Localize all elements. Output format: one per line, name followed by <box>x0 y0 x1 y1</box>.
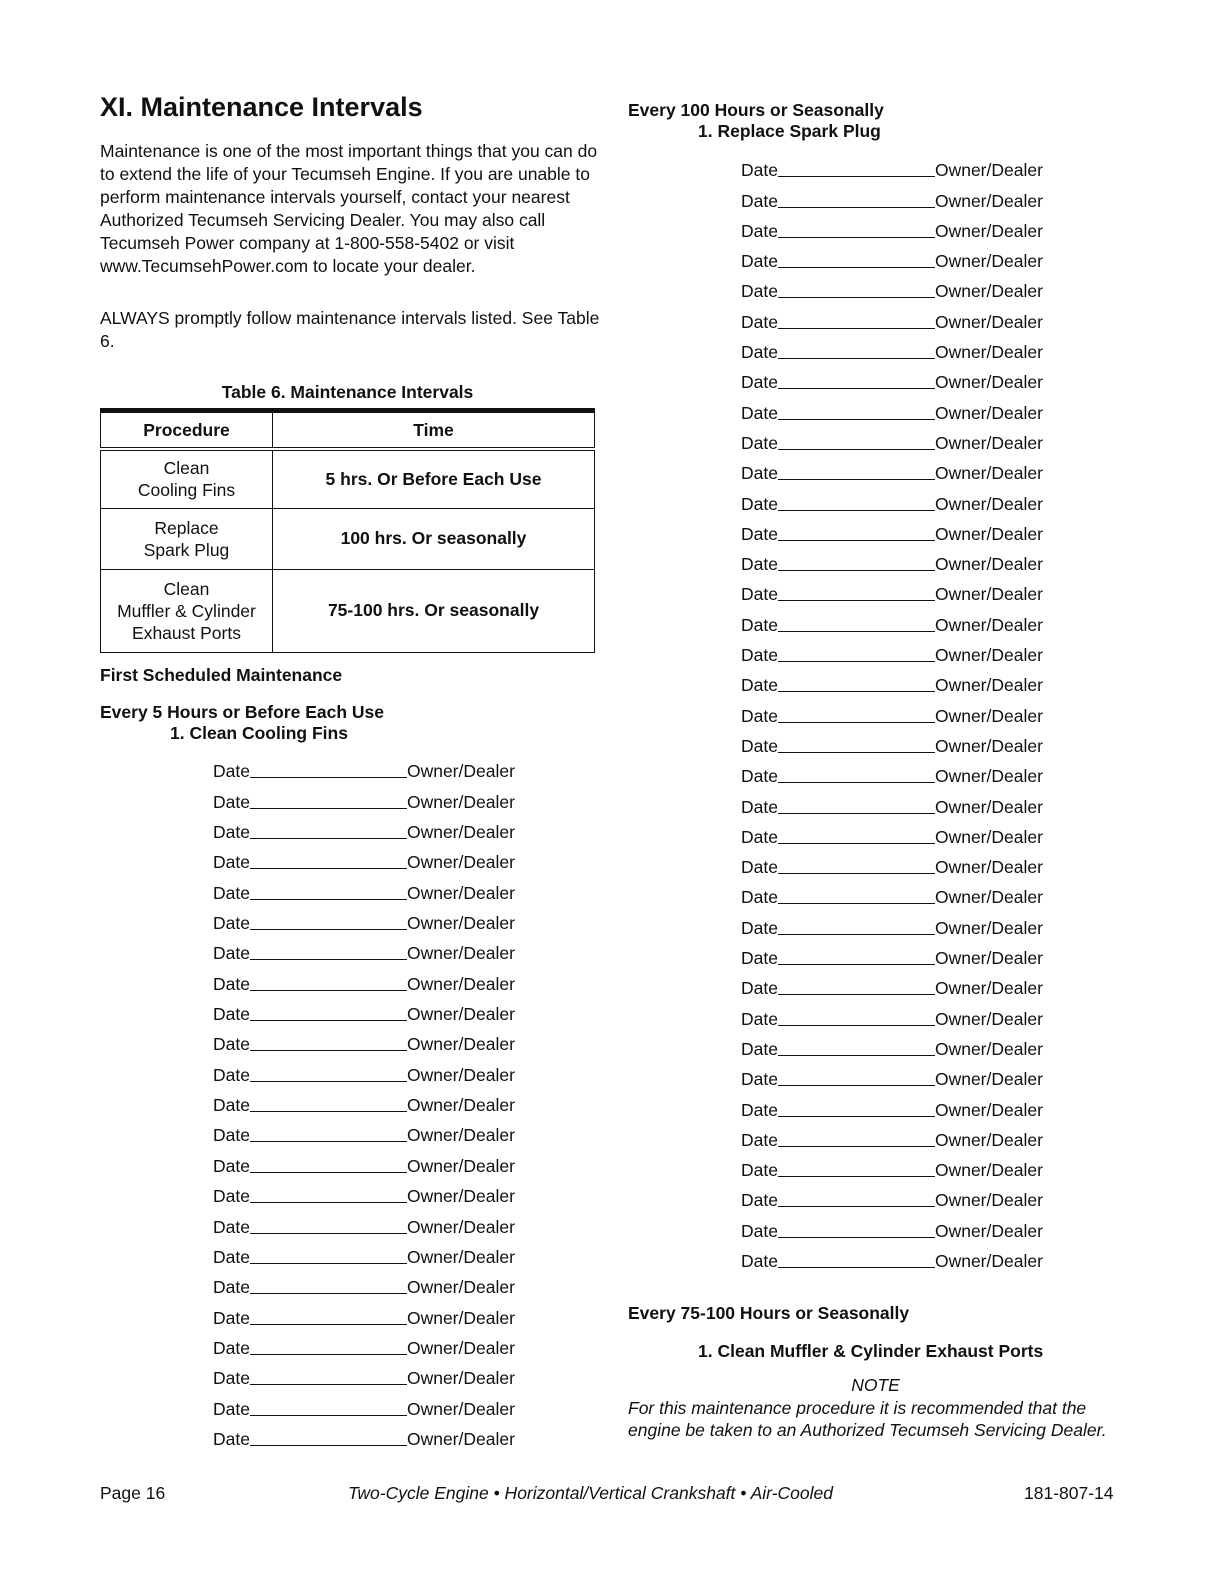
date-label: Date <box>213 822 250 843</box>
log-entry-row <box>741 939 1043 969</box>
date-blank-line[interactable] <box>250 929 407 930</box>
owner-dealer-label: Owner/Dealer <box>934 160 1043 181</box>
date-label: Date <box>213 1337 250 1358</box>
owner-dealer-label: Owner/Dealer <box>934 826 1043 847</box>
log-entry-row <box>213 752 515 782</box>
date-blank-line[interactable] <box>778 752 935 753</box>
owner-dealer-label: Owner/Dealer <box>934 1008 1043 1029</box>
item-clean-muffler-exhaust-ports: 1. Clean Muffler & Cylinder Exhaust Ports <box>698 1341 1044 1361</box>
log-entry-row <box>213 995 515 1025</box>
owner-dealer-label: Owner/Dealer <box>934 493 1043 514</box>
date-label: Date <box>213 882 250 903</box>
owner-dealer-label: Owner/Dealer <box>406 1004 515 1025</box>
procedure-line: Cooling Fins <box>137 480 236 501</box>
table-header-row <box>101 411 595 450</box>
date-label: Date <box>213 1064 250 1085</box>
log-entry-row <box>741 1242 1043 1272</box>
log-entry-row <box>213 1207 515 1237</box>
date-blank-line[interactable] <box>778 510 935 511</box>
note-label: NOTE <box>851 1375 900 1395</box>
procedure-cell <box>101 449 273 508</box>
log-entry-row <box>741 1030 1043 1060</box>
log-entry-row <box>741 848 1043 878</box>
log-entry-row <box>741 666 1043 696</box>
section-title: XI. Maintenance Intervals <box>100 92 423 122</box>
date-blank-line[interactable] <box>250 1415 407 1416</box>
date-blank-line[interactable] <box>250 838 407 839</box>
date-blank-line[interactable] <box>250 1384 407 1385</box>
date-blank-line[interactable] <box>250 868 407 869</box>
procedure-line: Replace <box>154 517 219 538</box>
date-blank-line[interactable] <box>250 1324 407 1325</box>
date-blank-line[interactable] <box>778 1116 935 1117</box>
maintenance-intervals-table <box>100 408 595 653</box>
owner-dealer-label: Owner/Dealer <box>934 1099 1043 1120</box>
log-entry-row <box>213 813 515 843</box>
date-blank-line[interactable] <box>250 899 407 900</box>
interval-heading-100hrs: Every 100 Hours or Seasonally <box>628 100 884 120</box>
log-entry-row <box>741 818 1043 848</box>
table-row <box>101 508 595 569</box>
date-blank-line[interactable] <box>778 1176 935 1177</box>
date-blank-line[interactable] <box>778 297 935 298</box>
interval-heading-75-100hrs: Every 75-100 Hours or Seasonally <box>628 1303 910 1323</box>
date-blank-line[interactable] <box>250 1354 407 1355</box>
date-label: Date <box>741 645 778 666</box>
log-entry-row <box>213 1268 515 1298</box>
log-entry-row <box>741 1060 1043 1090</box>
date-label: Date <box>213 1368 250 1389</box>
owner-dealer-label: Owner/Dealer <box>934 675 1043 696</box>
date-label: Date <box>741 705 778 726</box>
log-entry-row <box>741 636 1043 666</box>
date-blank-line[interactable] <box>250 990 407 991</box>
item-clean-cooling-fins: 1. Clean Cooling Fins <box>170 723 348 743</box>
note-text: For this maintenance procedure it is recommended that the engine be taken to an Authorized Tecumseh Servicing Dealer. <box>628 1398 1107 1440</box>
owner-dealer-label: Owner/Dealer <box>406 852 515 873</box>
log-entry-row <box>741 242 1043 272</box>
owner-dealer-label: Owner/Dealer <box>406 1246 515 1267</box>
owner-dealer-label: Owner/Dealer <box>934 1038 1043 1059</box>
date-label: Date <box>741 796 778 817</box>
date-label: Date <box>213 1216 250 1237</box>
log-entry-row <box>741 272 1043 302</box>
date-blank-line[interactable] <box>250 959 407 960</box>
log-entry-row <box>741 151 1043 181</box>
date-blank-line[interactable] <box>250 1111 407 1112</box>
footer-title: Two-Cycle Engine • Horizontal/Vertical Crankshaft • Air-Cooled <box>348 1483 833 1503</box>
date-blank-line[interactable] <box>778 873 935 874</box>
date-blank-line[interactable] <box>778 419 935 420</box>
date-label: Date <box>741 160 778 181</box>
log-entry-row <box>213 1025 515 1055</box>
date-label: Date <box>741 857 778 878</box>
date-blank-line[interactable] <box>778 661 935 662</box>
time-cell: 75-100 hrs. Or seasonally <box>273 569 595 652</box>
owner-dealer-label: Owner/Dealer <box>934 372 1043 393</box>
date-label: Date <box>741 1008 778 1029</box>
date-label: Date <box>213 1246 250 1267</box>
date-label: Date <box>741 1069 778 1090</box>
log-entry-row <box>213 873 515 903</box>
date-blank-line[interactable] <box>778 1206 935 1207</box>
date-label: Date <box>213 1398 250 1419</box>
date-blank-line[interactable] <box>778 449 935 450</box>
owner-dealer-label: Owner/Dealer <box>934 463 1043 484</box>
date-blank-line[interactable] <box>778 1055 935 1056</box>
owner-dealer-label: Owner/Dealer <box>934 887 1043 908</box>
owner-dealer-label: Owner/Dealer <box>934 857 1043 878</box>
owner-dealer-label: Owner/Dealer <box>934 1129 1043 1150</box>
date-label: Date <box>741 463 778 484</box>
date-label: Date <box>741 251 778 272</box>
procedure-line: Clean <box>163 578 210 599</box>
owner-dealer-label: Owner/Dealer <box>406 1398 515 1419</box>
log-entry-row <box>213 1329 515 1359</box>
owner-dealer-label: Owner/Dealer <box>934 1220 1043 1241</box>
log-entry-row <box>213 782 515 812</box>
owner-dealer-label: Owner/Dealer <box>406 1034 515 1055</box>
owner-dealer-label: Owner/Dealer <box>934 584 1043 605</box>
log-entry-row <box>741 696 1043 726</box>
log-entry-row <box>213 1116 515 1146</box>
log-entry-row <box>741 787 1043 817</box>
date-label: Date <box>741 1220 778 1241</box>
date-label: Date <box>741 1099 778 1120</box>
log-entry-row <box>741 969 1043 999</box>
owner-dealer-label: Owner/Dealer <box>934 402 1043 423</box>
date-label: Date <box>213 1095 250 1116</box>
owner-dealer-label: Owner/Dealer <box>934 917 1043 938</box>
date-blank-line[interactable] <box>778 358 935 359</box>
date-blank-line[interactable] <box>778 934 935 935</box>
date-blank-line[interactable] <box>778 843 935 844</box>
procedure-cell <box>101 508 273 569</box>
date-label: Date <box>741 281 778 302</box>
log-entry-row <box>213 964 515 994</box>
date-blank-line[interactable] <box>778 328 935 329</box>
date-label: Date <box>741 220 778 241</box>
log-entry-row <box>213 1238 515 1268</box>
owner-dealer-label: Owner/Dealer <box>406 1216 515 1237</box>
date-label: Date <box>213 1004 250 1025</box>
date-label: Date <box>213 791 250 812</box>
date-blank-line[interactable] <box>250 1050 407 1051</box>
date-label: Date <box>213 1186 250 1207</box>
date-label: Date <box>741 493 778 514</box>
date-label: Date <box>213 1155 250 1176</box>
log-entry-row <box>213 1086 515 1116</box>
date-blank-line[interactable] <box>250 1141 407 1142</box>
date-blank-line[interactable] <box>778 994 935 995</box>
date-label: Date <box>741 190 778 211</box>
date-blank-line[interactable] <box>250 1445 407 1446</box>
owner-dealer-label: Owner/Dealer <box>406 1337 515 1358</box>
item-replace-spark-plug: 1. Replace Spark Plug <box>698 121 881 141</box>
log-entry-row <box>213 843 515 873</box>
date-label: Date <box>741 766 778 787</box>
owner-dealer-label: Owner/Dealer <box>406 1095 515 1116</box>
owner-dealer-label: Owner/Dealer <box>934 251 1043 272</box>
log-entry-row <box>741 424 1043 454</box>
log-entry-row <box>741 575 1043 605</box>
date-blank-line[interactable] <box>778 691 935 692</box>
date-blank-line[interactable] <box>778 813 935 814</box>
owner-dealer-label: Owner/Dealer <box>934 432 1043 453</box>
date-blank-line[interactable] <box>778 722 935 723</box>
owner-dealer-label: Owner/Dealer <box>934 190 1043 211</box>
log-entry-row <box>741 515 1043 545</box>
log-entry-row <box>741 333 1043 363</box>
date-label: Date <box>741 342 778 363</box>
owner-dealer-label: Owner/Dealer <box>934 554 1043 575</box>
owner-dealer-label: Owner/Dealer <box>406 913 515 934</box>
interval-heading-5hrs: Every 5 Hours or Before Each Use <box>100 702 385 722</box>
cooling-fins-log <box>213 752 515 1450</box>
owner-dealer-label: Owner/Dealer <box>406 791 515 812</box>
date-blank-line[interactable] <box>250 777 407 778</box>
log-entry-row <box>741 878 1043 908</box>
owner-dealer-label: Owner/Dealer <box>934 1190 1043 1211</box>
table-row <box>101 569 595 652</box>
instruction-paragraph: ALWAYS promptly follow maintenance intervals listed. See Table 6. <box>100 308 600 351</box>
log-entry-row <box>213 1177 515 1207</box>
date-blank-line[interactable] <box>778 964 935 965</box>
date-label: Date <box>213 943 250 964</box>
owner-dealer-label: Owner/Dealer <box>934 766 1043 787</box>
date-label: Date <box>741 978 778 999</box>
owner-dealer-label: Owner/Dealer <box>934 645 1043 666</box>
date-blank-line[interactable] <box>778 540 935 541</box>
date-label: Date <box>213 973 250 994</box>
owner-dealer-label: Owner/Dealer <box>934 705 1043 726</box>
date-label: Date <box>741 554 778 575</box>
log-entry-row <box>741 1090 1043 1120</box>
date-label: Date <box>213 1125 250 1146</box>
date-label: Date <box>213 1428 250 1449</box>
date-label: Date <box>741 432 778 453</box>
owner-dealer-label: Owner/Dealer <box>934 281 1043 302</box>
column-header-time: Time <box>273 411 595 450</box>
date-blank-line[interactable] <box>250 1081 407 1082</box>
procedure-line: Spark Plug <box>143 539 230 560</box>
log-entry-row <box>741 212 1043 242</box>
log-entry-row <box>741 181 1043 211</box>
procedure-line: Clean <box>163 458 210 479</box>
date-label: Date <box>213 1034 250 1055</box>
log-entry-row <box>213 1055 515 1085</box>
date-label: Date <box>213 913 250 934</box>
log-entry-row <box>741 484 1043 514</box>
owner-dealer-label: Owner/Dealer <box>406 1307 515 1328</box>
owner-dealer-label: Owner/Dealer <box>406 1186 515 1207</box>
date-label: Date <box>741 826 778 847</box>
intro-paragraph: Maintenance is one of the most important things that you can do to extend the life of your Tecumseh Engine. If you are unable to perform maintenance intervals yourself, contact your nearest Authorized Tecumseh Servicing Dealer. You may also call Tecumseh Power company at 1-800-558-5402 or visit www.TecumsehPower.com to locate your dealer. <box>100 141 598 276</box>
date-label: Date <box>741 735 778 756</box>
log-entry-row <box>741 454 1043 484</box>
owner-dealer-label: Owner/Dealer <box>934 342 1043 363</box>
log-entry-row <box>741 605 1043 635</box>
log-entry-row <box>741 999 1043 1029</box>
footer-page-number: Page 16 <box>100 1483 166 1503</box>
log-entry-row <box>213 1359 515 1389</box>
time-cell: 5 hrs. Or Before Each Use <box>273 449 595 508</box>
log-entry-row <box>741 302 1043 332</box>
owner-dealer-label: Owner/Dealer <box>406 882 515 903</box>
date-blank-line[interactable] <box>778 1085 935 1086</box>
owner-dealer-label: Owner/Dealer <box>406 1125 515 1146</box>
date-blank-line[interactable] <box>778 1025 935 1026</box>
owner-dealer-label: Owner/Dealer <box>406 973 515 994</box>
date-blank-line[interactable] <box>250 1202 407 1203</box>
date-blank-line[interactable] <box>778 1237 935 1238</box>
date-label: Date <box>741 1250 778 1271</box>
date-label: Date <box>741 1160 778 1181</box>
date-label: Date <box>213 1307 250 1328</box>
date-label: Date <box>213 852 250 873</box>
date-label: Date <box>741 887 778 908</box>
column-header-procedure: Procedure <box>101 411 273 450</box>
log-entry-row <box>741 1121 1043 1151</box>
log-entry-row <box>741 1181 1043 1211</box>
log-entry-row <box>741 757 1043 787</box>
procedure-cell <box>101 569 273 652</box>
date-label: Date <box>741 1038 778 1059</box>
date-label: Date <box>741 311 778 332</box>
owner-dealer-label: Owner/Dealer <box>406 1155 515 1176</box>
date-blank-line[interactable] <box>778 267 935 268</box>
date-blank-line[interactable] <box>778 237 935 238</box>
first-scheduled-heading: First Scheduled Maintenance <box>100 665 343 685</box>
log-entry-row <box>213 934 515 964</box>
owner-dealer-label: Owner/Dealer <box>934 948 1043 969</box>
date-label: Date <box>741 402 778 423</box>
log-entry-row <box>741 727 1043 757</box>
table-row <box>101 449 595 508</box>
date-label: Date <box>741 523 778 544</box>
owner-dealer-label: Owner/Dealer <box>934 735 1043 756</box>
log-entry-row <box>213 1146 515 1176</box>
date-blank-line[interactable] <box>778 207 935 208</box>
owner-dealer-label: Owner/Dealer <box>934 1250 1043 1271</box>
log-entry-row <box>741 393 1043 423</box>
owner-dealer-label: Owner/Dealer <box>934 220 1043 241</box>
log-entry-row <box>213 1389 515 1419</box>
date-label: Date <box>741 948 778 969</box>
date-label: Date <box>213 1277 250 1298</box>
date-label: Date <box>741 917 778 938</box>
log-entry-row <box>741 908 1043 938</box>
owner-dealer-label: Owner/Dealer <box>934 1160 1043 1181</box>
owner-dealer-label: Owner/Dealer <box>934 978 1043 999</box>
owner-dealer-label: Owner/Dealer <box>406 1428 515 1449</box>
date-blank-line[interactable] <box>250 1293 407 1294</box>
owner-dealer-label: Owner/Dealer <box>934 1069 1043 1090</box>
date-blank-line[interactable] <box>250 808 407 809</box>
date-label: Date <box>741 372 778 393</box>
procedure-line: Muffler & Cylinder <box>117 600 256 621</box>
log-entry-row <box>741 363 1043 393</box>
owner-dealer-label: Owner/Dealer <box>934 614 1043 635</box>
date-label: Date <box>741 1190 778 1211</box>
date-blank-line[interactable] <box>778 479 935 480</box>
owner-dealer-label: Owner/Dealer <box>406 761 515 782</box>
time-cell: 100 hrs. Or seasonally <box>273 508 595 569</box>
date-blank-line[interactable] <box>250 1233 407 1234</box>
owner-dealer-label: Owner/Dealer <box>406 822 515 843</box>
owner-dealer-label: Owner/Dealer <box>406 1277 515 1298</box>
date-blank-line[interactable] <box>778 782 935 783</box>
date-label: Date <box>741 1129 778 1150</box>
owner-dealer-label: Owner/Dealer <box>934 796 1043 817</box>
table-caption: Table 6. Maintenance Intervals <box>221 382 474 402</box>
owner-dealer-label: Owner/Dealer <box>406 1368 515 1389</box>
log-entry-row <box>741 545 1043 575</box>
log-entry-row <box>213 1420 515 1450</box>
log-entry-row <box>741 1211 1043 1241</box>
date-blank-line[interactable] <box>778 1146 935 1147</box>
footer-doc-number: 181-807-14 <box>1024 1483 1114 1503</box>
date-blank-line[interactable] <box>778 600 935 601</box>
date-label: Date <box>741 675 778 696</box>
log-entry-row <box>213 904 515 934</box>
spark-plug-log <box>741 151 1043 1272</box>
owner-dealer-label: Owner/Dealer <box>406 943 515 964</box>
owner-dealer-label: Owner/Dealer <box>934 523 1043 544</box>
date-blank-line[interactable] <box>778 176 935 177</box>
date-blank-line[interactable] <box>778 570 935 571</box>
date-blank-line[interactable] <box>250 1263 407 1264</box>
log-entry-row <box>213 1298 515 1328</box>
owner-dealer-label: Owner/Dealer <box>406 1064 515 1085</box>
date-blank-line[interactable] <box>778 388 935 389</box>
date-label: Date <box>741 614 778 635</box>
date-blank-line[interactable] <box>250 1020 407 1021</box>
log-entry-row <box>741 1151 1043 1181</box>
date-blank-line[interactable] <box>250 1172 407 1173</box>
date-label: Date <box>741 584 778 605</box>
date-label: Date <box>213 761 250 782</box>
owner-dealer-label: Owner/Dealer <box>934 311 1043 332</box>
date-blank-line[interactable] <box>778 631 935 632</box>
procedure-line: Exhaust Ports <box>132 622 241 643</box>
date-blank-line[interactable] <box>778 1267 935 1268</box>
date-blank-line[interactable] <box>778 903 935 904</box>
